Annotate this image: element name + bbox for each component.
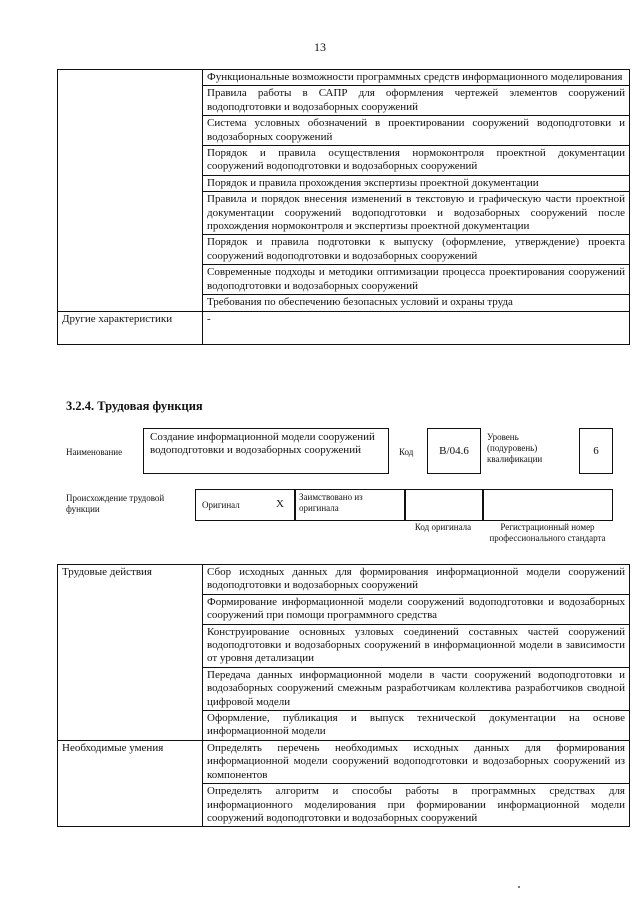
level-value: 6 xyxy=(593,445,599,457)
table-cell: Конструирование основных узловых соединений составных частей сооружений водоподготовки и водозаборных сооружений в информационной модели в зависимости от уровня детализации xyxy=(203,624,630,667)
level-box xyxy=(579,428,613,474)
table-cell: Оформление, публикация и выпуск технической документации на основе информационной модели xyxy=(203,711,630,741)
page-number: 13 xyxy=(314,40,326,54)
table-cell: Определять алгоритм и способы работы в программных средствах для информационного моделирования при формировании информационной модели сооружений водоподготовки и водозаборных сооружений xyxy=(203,784,630,827)
table-cell: Современные подходы и методики оптимизации процесса проектирования сооружений водоподготовки и водозаборных сооружений xyxy=(203,265,630,295)
table-cell: Порядок и правила прохождения экспертизы проектной документации xyxy=(203,175,630,191)
section-heading: 3.2.4. Трудовая функция xyxy=(66,399,203,413)
table-cell: Формирование информационной модели сооружений водоподготовки и водозаборных сооружений при помощи программного средства xyxy=(203,594,630,624)
original-box xyxy=(195,489,296,521)
table-row xyxy=(58,70,630,86)
table-cell: - xyxy=(203,311,630,344)
table-cell: Правила работы в САПР для оформления чертежей элементов сооружений водоподготовки и водозаборных сооружений xyxy=(203,86,630,116)
table-row xyxy=(58,311,630,344)
table-cell: Порядок и правила осуществления нормоконтроля проектной документации сооружений водоподготовки и водозаборных сооружений xyxy=(203,146,630,176)
reg-number-label: Регистрационный номер профессионального стандарта xyxy=(489,522,606,543)
row-label: Необходимые умения xyxy=(58,740,203,826)
borrowed-box xyxy=(294,489,406,521)
table-row xyxy=(58,565,630,595)
table-cell: Порядок и правила подготовки к выпуску (оформление, утверждение) проекта сооружений водоподготовки и водозаборных сооружений xyxy=(203,235,630,265)
knowledge-table xyxy=(57,69,630,345)
name-box xyxy=(143,428,389,474)
table-cell: Требования по обеспечению безопасных условий и охраны труда xyxy=(203,295,630,311)
table-cell: Определять перечень необходимых исходных данных для формирования информационной модели сооружений водоподготовки и водозаборных сооружений из компонентов xyxy=(203,740,630,783)
code-box xyxy=(427,428,481,474)
borrowed-label: Заимствовано из оригинала xyxy=(299,492,363,513)
labor-function-table xyxy=(57,564,630,827)
name-label: Наименование xyxy=(66,447,123,457)
table-row xyxy=(58,740,630,783)
code-label: Код xyxy=(399,447,414,457)
origin-label: Происхождение трудовой функции xyxy=(66,493,165,514)
code-original-box xyxy=(404,489,484,521)
original-label: Оригинал xyxy=(202,500,240,510)
code-value: B/04.6 xyxy=(439,445,469,457)
table-cell: Система условных обозначений в проектировании сооружений водоподготовки и водозаборных сооружений xyxy=(203,116,630,146)
code-original-label: Код оригинала xyxy=(414,522,472,532)
table-cell: Сбор исходных данных для формирования информационной модели сооружений водоподготовки и водозаборных сооружений xyxy=(203,565,630,595)
table-cell: Передача данных информационной модели в части сооружений водоподготовки и водозаборных сооружений смежным разработчикам коллектива разработчиков сводной цифровой модели xyxy=(203,667,630,710)
row-label: Трудовые действия xyxy=(58,565,203,741)
name-value: Создание информационной модели сооружений водоподготовки и водозаборных сооружений xyxy=(150,431,375,456)
row-label: Другие характеристики xyxy=(58,311,203,344)
original-mark: X xyxy=(276,498,284,510)
table-cell: Функциональные возможности программных средств информационного моделирования xyxy=(203,70,630,86)
table-cell: Правила и порядок внесения изменений в текстовую и графическую части проектной документации сооружений водоподготовки и водозаборных сооружений после прохождения нормоконтроля и экспертизы проектной документации xyxy=(203,192,630,235)
scan-speck xyxy=(518,886,520,888)
reg-number-box xyxy=(482,489,613,521)
row-label xyxy=(58,70,203,312)
level-label: Уровень (подуровень) квалификации xyxy=(487,432,543,464)
